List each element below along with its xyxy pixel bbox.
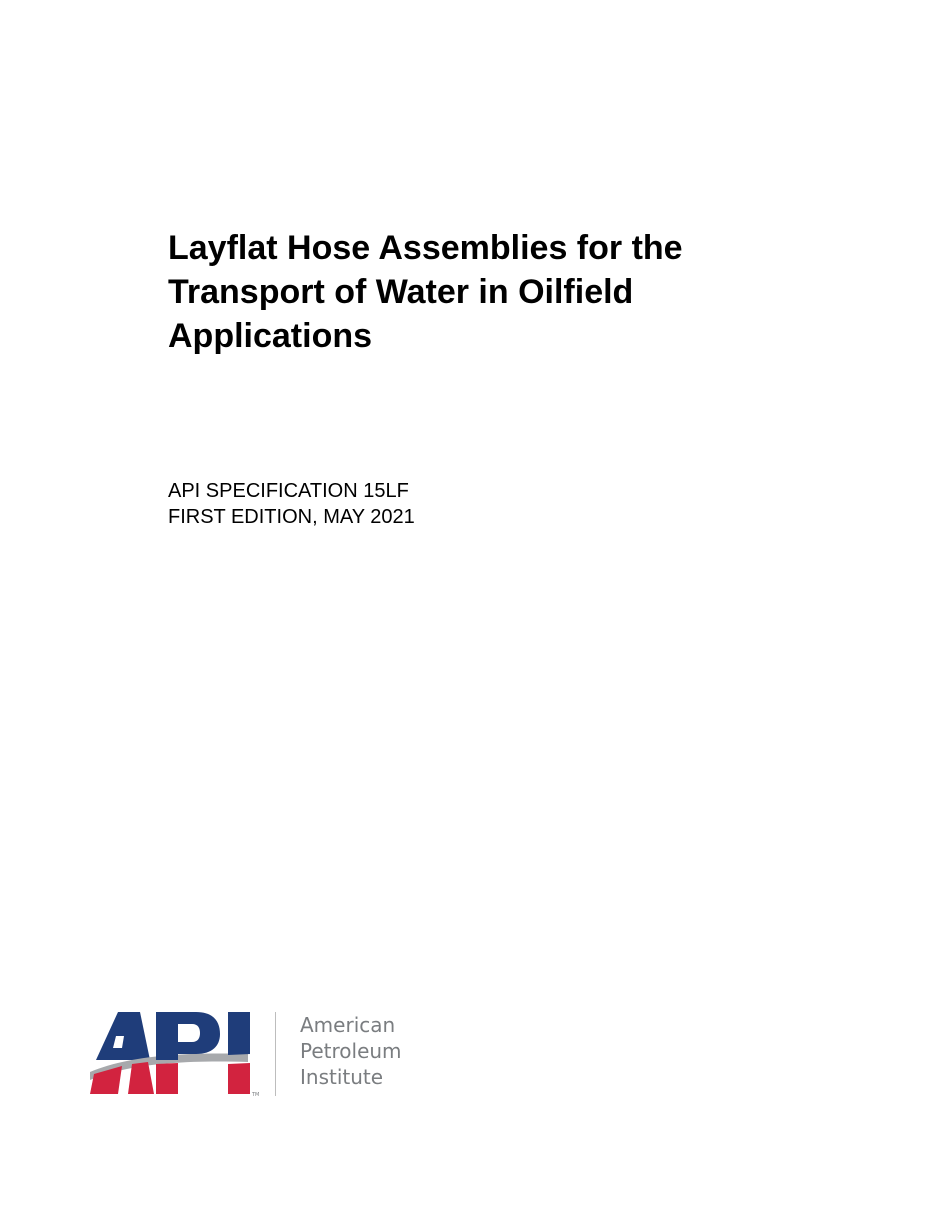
title-line-1: Layflat Hose Assemblies for the xyxy=(168,229,683,267)
specification-number: API SPECIFICATION 15LF xyxy=(168,480,409,502)
logo-p-blue xyxy=(156,1012,220,1060)
title-line-2: Transport of Water in Oilfield xyxy=(168,273,634,311)
svg-text:TM: TM xyxy=(252,1092,260,1098)
publisher-name-line-1: American xyxy=(300,1013,396,1037)
publisher-name-line-3: Institute xyxy=(300,1065,384,1089)
api-logo-mark xyxy=(88,1008,268,1098)
logo-i-blue xyxy=(228,1012,250,1055)
api-logo xyxy=(88,1008,428,1100)
document-meta xyxy=(168,478,415,530)
logo-i-red xyxy=(228,1063,250,1094)
title-line-3: Applications xyxy=(168,317,373,355)
logo-p-red xyxy=(156,1063,178,1094)
publisher-name-line-2: Petroleum xyxy=(300,1039,402,1063)
edition-date: FIRST EDITION, MAY 2021 xyxy=(168,506,415,528)
logo-divider xyxy=(275,1012,276,1096)
document-title xyxy=(168,226,808,358)
publisher-name xyxy=(300,1012,402,1090)
